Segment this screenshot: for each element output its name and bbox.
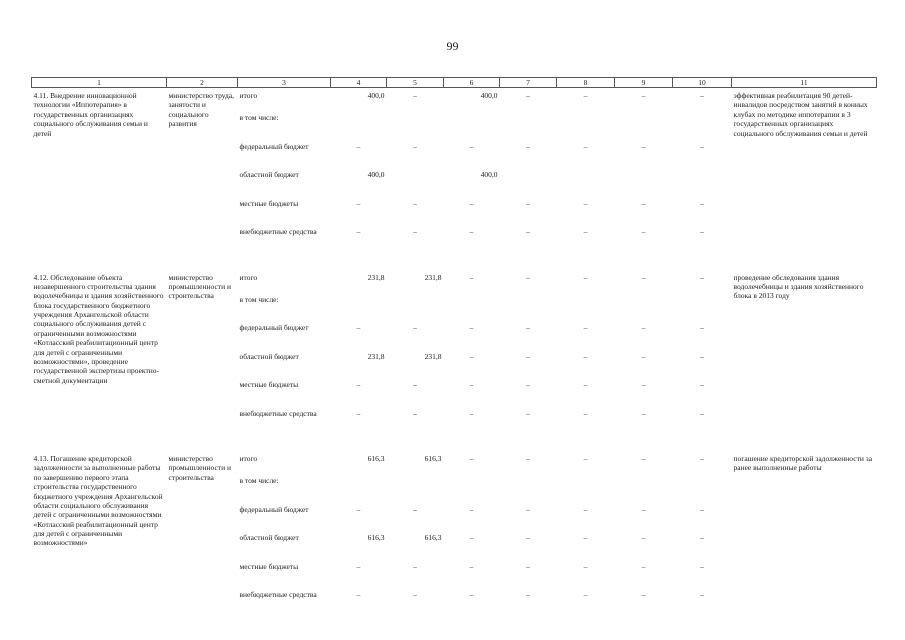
value-cell-c9: –	[641, 141, 646, 151]
funding-source: итого	[239, 91, 258, 100]
value-cell-c10: –	[700, 227, 704, 236]
value-cell-c7: –	[526, 198, 530, 208]
measure-name: 4.12. Обследование объекта незавершенного строительства здания водолечебницы и здания хозяйственного блока государственного бюджетного учреждения Архангельской области социального обслуживания детей с ограниченными возможностями «Котласский реабилитационный центр для детей с ограниченными возможностями», проведение государственной экспертизы проектно-сметной документации	[33, 272, 164, 385]
value-cell-c6: –	[469, 227, 474, 236]
value-cell-c4	[331, 295, 387, 324]
value-cell-c6: –	[469, 351, 474, 361]
block-spacer	[32, 256, 877, 273]
value-cell-c5: 616,3	[424, 533, 442, 542]
value-cell-c6: 400,0	[480, 91, 498, 100]
value-cell-c10: –	[700, 380, 704, 389]
funding-source: местные бюджеты	[239, 380, 299, 389]
funding-row	[32, 454, 877, 476]
funding-row	[32, 91, 877, 113]
column-header: 6	[444, 78, 500, 88]
value-cell-c5: –	[413, 141, 417, 151]
program-table	[31, 77, 877, 619]
value-cell-c4: 231,8	[367, 351, 385, 361]
value-cell-c10: –	[700, 454, 704, 463]
value-cell-c5	[387, 170, 444, 199]
value-cell-c10	[673, 113, 732, 142]
funding-source: в том числе:	[239, 476, 279, 485]
value-cell-c4	[331, 476, 387, 505]
expected-result: погашение кредиторской задолженности за ранее выполненные работы	[733, 454, 873, 473]
value-cell-c7	[500, 295, 557, 324]
funding-source: областной бюджет	[239, 533, 299, 542]
column-header: 9	[615, 78, 673, 88]
value-cell-c4: 400,0	[367, 91, 385, 100]
column-header: 2	[167, 78, 238, 88]
funding-source: итого	[239, 272, 258, 282]
value-cell-c7: –	[526, 272, 530, 282]
value-cell-c6	[444, 476, 500, 505]
value-cell-c8	[557, 113, 615, 142]
value-cell-c8	[557, 476, 615, 505]
block-spacer	[32, 437, 877, 454]
value-cell-c8	[557, 295, 615, 324]
value-cell-c5: –	[413, 504, 417, 514]
value-cell-c7	[500, 113, 557, 142]
value-cell-c4: –	[356, 408, 361, 418]
value-cell-c4: –	[356, 590, 361, 599]
column-header: 11	[732, 78, 877, 88]
value-cell-c7: –	[526, 227, 530, 236]
value-cell-c7	[500, 476, 557, 505]
measure-name: 4.13. Погашение кредиторской задолженности за выполненные работы по завершению первого этапа строительства государственного бюджетного учреждения Архангельской области социального обслуживания детей с ограниченными возможностями «Котласский реабилитационный центр для детей с ограниченными возможностями»	[33, 454, 163, 548]
value-cell-c6: –	[469, 323, 474, 332]
value-cell-c6	[444, 295, 500, 324]
funding-source: областной бюджет	[239, 351, 299, 361]
value-cell-c5	[387, 476, 444, 505]
funding-source: в том числе:	[239, 294, 279, 304]
value-cell-c9: –	[641, 533, 646, 542]
value-cell-c8: –	[583, 91, 588, 100]
funding-source: внебюджетные средства	[239, 590, 317, 599]
executor: министерство труда, занятости и социального развития	[168, 91, 235, 129]
value-cell-c5	[387, 295, 444, 324]
value-cell-c9: –	[641, 504, 646, 514]
value-cell-c9: –	[641, 323, 646, 332]
value-cell-c5: –	[413, 408, 417, 418]
value-cell-c8: –	[583, 533, 588, 542]
value-cell-c6: –	[469, 272, 474, 282]
column-header: 3	[238, 78, 331, 88]
value-cell-c6: –	[469, 561, 474, 571]
value-cell-c5: –	[413, 561, 417, 571]
value-cell-c5: 616,3	[424, 454, 442, 463]
value-cell-c8: –	[583, 504, 588, 514]
column-header: 5	[387, 78, 444, 88]
value-cell-c9: –	[641, 454, 646, 463]
expected-result: проведение обследования здания водолечебницы и здания хозяйственного блока в 2013 году	[733, 272, 864, 301]
value-cell-c10: –	[700, 198, 704, 208]
value-cell-c7: –	[526, 323, 530, 332]
value-cell-c9: –	[641, 561, 646, 571]
value-cell-c5: –	[413, 380, 417, 389]
value-cell-c9: –	[641, 272, 646, 282]
value-cell-c9: –	[641, 380, 646, 389]
value-cell-c7	[500, 170, 557, 199]
value-cell-c8: –	[583, 227, 588, 236]
value-cell-c5	[387, 113, 444, 142]
page-number: 99	[446, 39, 459, 53]
value-cell-c7: –	[526, 91, 530, 100]
funding-source: федеральный бюджет	[239, 141, 309, 151]
value-cell-c5: 231,8	[424, 272, 442, 282]
value-cell-c10: –	[700, 272, 704, 282]
value-cell-c10	[673, 170, 732, 199]
funding-source: итого	[239, 454, 258, 463]
column-header: 7	[500, 78, 557, 88]
value-cell-c10: –	[700, 351, 704, 361]
value-cell-c6: –	[469, 380, 474, 389]
value-cell-c10	[673, 295, 732, 324]
value-cell-c4: 616,3	[367, 454, 385, 463]
value-cell-c10: –	[700, 91, 704, 100]
value-cell-c4: –	[356, 141, 361, 151]
funding-source: внебюджетные средства	[239, 227, 317, 236]
value-cell-c5: –	[413, 323, 417, 332]
value-cell-c10: –	[700, 561, 704, 571]
column-header-row	[32, 78, 877, 88]
value-cell-c10: –	[700, 504, 704, 514]
value-cell-c5: –	[413, 590, 417, 599]
value-cell-c7: –	[526, 408, 530, 418]
value-cell-c5: –	[413, 227, 417, 236]
value-cell-c7: –	[526, 561, 530, 571]
value-cell-c8: –	[583, 590, 588, 599]
value-cell-c7: –	[526, 141, 530, 151]
value-cell-c7: –	[526, 454, 530, 463]
value-cell-c5: –	[413, 198, 417, 208]
value-cell-c4: –	[356, 227, 361, 236]
executor: министерство промышленности и строительства	[168, 272, 231, 301]
column-header: 4	[331, 78, 387, 88]
value-cell-c6	[444, 113, 500, 142]
value-cell-c10	[673, 476, 732, 505]
value-cell-c7: –	[526, 533, 530, 542]
value-cell-c6: –	[469, 198, 474, 208]
executor: министерство промышленности и строительства	[168, 454, 231, 482]
value-cell-c9: –	[641, 351, 646, 361]
value-cell-c6: –	[469, 454, 474, 463]
value-cell-c8: –	[583, 351, 588, 361]
value-cell-c4: 400,0	[367, 170, 385, 179]
value-cell-c8	[557, 170, 615, 199]
value-cell-c5: 231,8	[424, 351, 442, 361]
funding-source: областной бюджет	[239, 170, 299, 179]
value-cell-c7: –	[526, 380, 530, 389]
value-cell-c6: –	[469, 533, 474, 542]
value-cell-c4: –	[356, 504, 361, 514]
funding-source: федеральный бюджет	[239, 504, 309, 514]
value-cell-c8: –	[583, 380, 588, 389]
value-cell-c9: –	[641, 91, 646, 100]
funding-source: внебюджетные средства	[239, 408, 317, 418]
value-cell-c4: 231,8	[367, 272, 385, 282]
value-cell-c4: –	[356, 561, 361, 571]
value-cell-c8: –	[583, 323, 588, 332]
value-cell-c10: –	[700, 408, 704, 418]
value-cell-c9	[615, 170, 673, 199]
value-cell-c10: –	[700, 141, 704, 151]
value-cell-c5: –	[413, 91, 417, 100]
value-cell-c9: –	[641, 408, 646, 418]
value-cell-c9: –	[641, 227, 646, 236]
funding-source: местные бюджеты	[239, 561, 299, 571]
value-cell-c4	[331, 113, 387, 142]
expected-result: эффективная реабилитация 90 детей-инвалидов посредством занятий в конных клубах по методике иппотерапии в 3 государственных организациях социального обслуживания семьи и детей	[733, 91, 868, 138]
value-cell-c6: –	[469, 590, 474, 599]
column-header: 1	[32, 78, 167, 88]
value-cell-c7: –	[526, 590, 530, 599]
value-cell-c7: –	[526, 504, 530, 514]
value-cell-c8: –	[583, 408, 588, 418]
value-cell-c7: –	[526, 351, 530, 361]
value-cell-c4: –	[356, 323, 361, 332]
value-cell-c9: –	[641, 590, 646, 599]
measure-name: 4.11. Внедрение инновационной технологии «Иппотерапия» в государственных организациях социального обслуживания семьи и детей	[33, 91, 148, 138]
value-cell-c10: –	[700, 533, 704, 542]
value-cell-c8: –	[583, 141, 588, 151]
funding-source: федеральный бюджет	[239, 323, 309, 332]
value-cell-c9: –	[641, 198, 646, 208]
value-cell-c4: –	[356, 380, 361, 389]
funding-row	[32, 273, 877, 295]
funding-source: местные бюджеты	[239, 198, 299, 208]
value-cell-c6: –	[469, 141, 474, 151]
value-cell-c9	[615, 295, 673, 324]
value-cell-c8: –	[583, 454, 588, 463]
value-cell-c9	[615, 476, 673, 505]
value-cell-c8: –	[583, 561, 588, 571]
value-cell-c6: –	[469, 504, 474, 514]
value-cell-c4: 616,3	[367, 533, 385, 542]
value-cell-c9	[615, 113, 673, 142]
value-cell-c8: –	[583, 198, 588, 208]
value-cell-c6: –	[469, 408, 474, 418]
value-cell-c10: –	[700, 323, 704, 332]
value-cell-c10: –	[700, 590, 704, 599]
value-cell-c6: 400,0	[480, 170, 498, 179]
funding-source: в том числе:	[239, 113, 279, 122]
column-header: 8	[557, 78, 615, 88]
column-header: 10	[673, 78, 732, 88]
value-cell-c4: –	[356, 198, 361, 208]
value-cell-c8: –	[583, 272, 588, 282]
